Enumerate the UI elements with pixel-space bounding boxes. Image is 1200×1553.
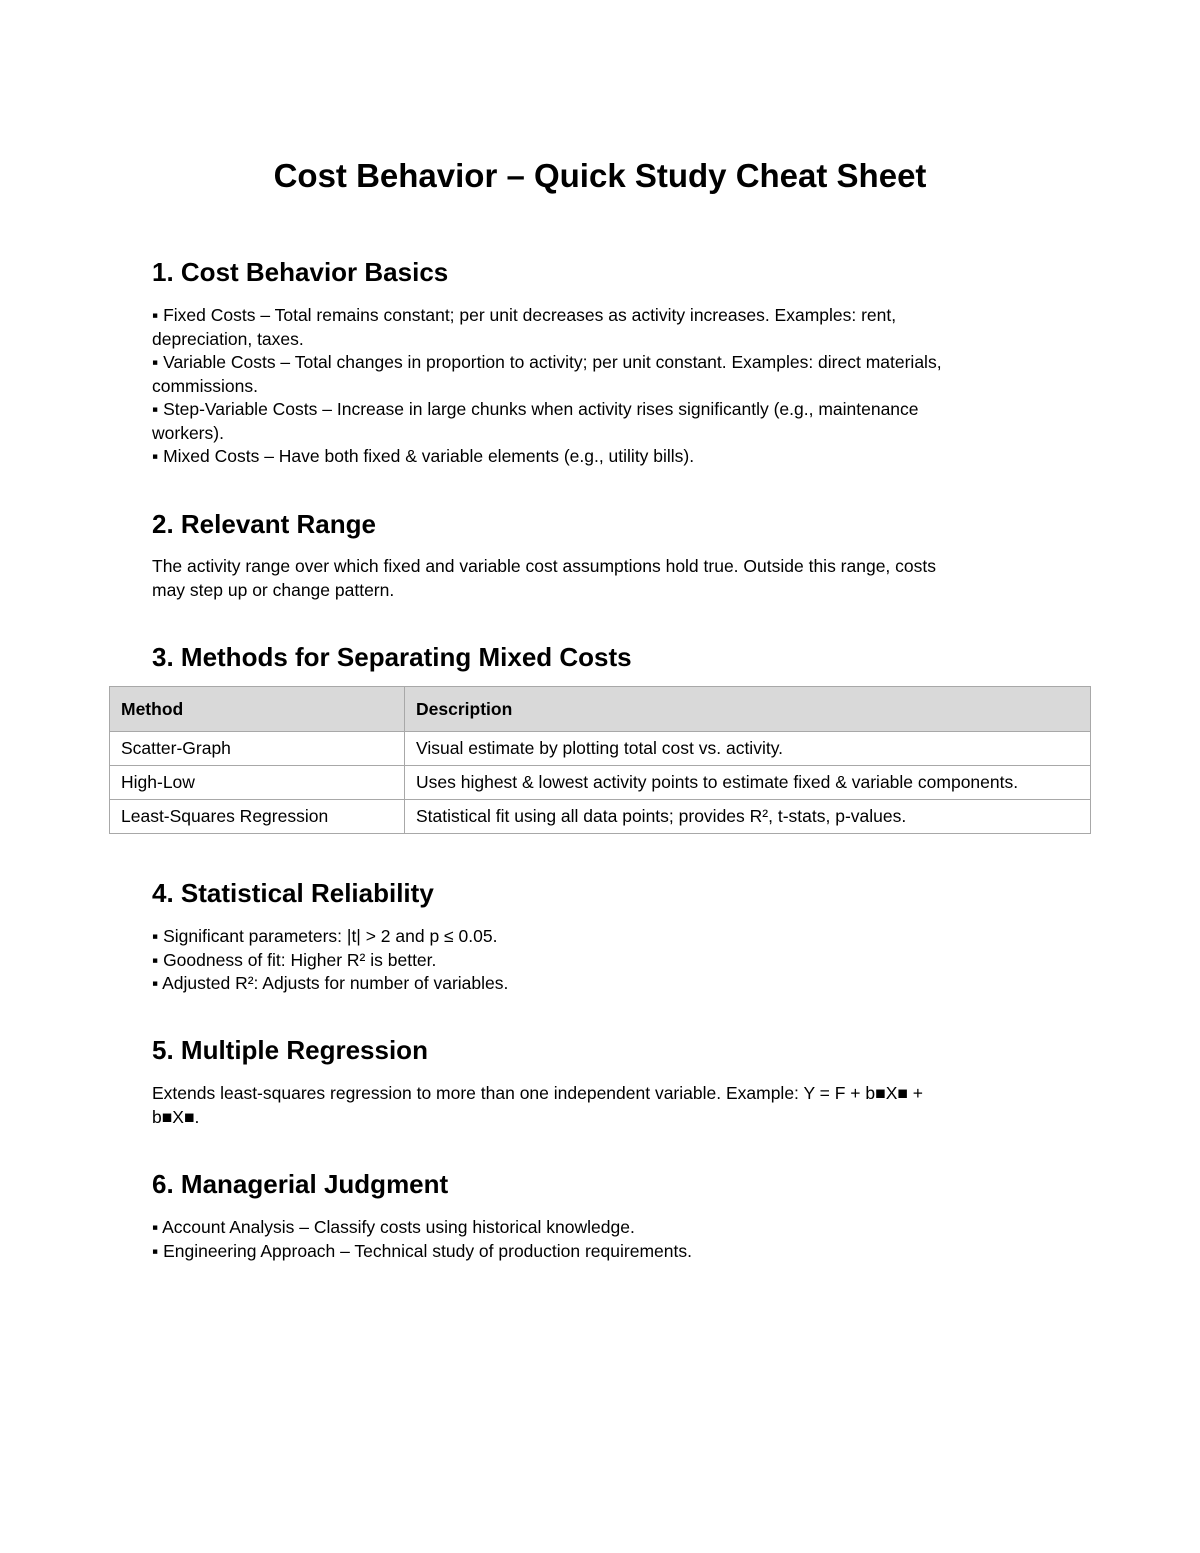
- table-row: [110, 766, 1091, 800]
- bullet-step-variable-costs: ▪ Step-Variable Costs – Increase in large chunks when activity rises significantly (e.g., maintenance: [152, 399, 919, 419]
- section-heading-cost-behavior-basics: 1. Cost Behavior Basics: [152, 257, 449, 287]
- relevant-range-text-line-2: may step up or change pattern.: [152, 579, 395, 600]
- table-cell-description: Uses highest & lowest activity points to estimate fixed & variable components.: [405, 766, 1091, 800]
- section-heading-multiple-regression: 5. Multiple Regression: [152, 1035, 428, 1065]
- bullet-goodness-of-fit: ▪ Goodness of fit: Higher R² is better.: [152, 949, 437, 970]
- table-row: [110, 800, 1091, 834]
- section-body-multiple-regression: [152, 1082, 1052, 1129]
- section-body-cost-behavior-basics: [152, 304, 1052, 469]
- multiple-regression-text-line-2: b■X■.: [152, 1106, 200, 1127]
- table-cell-method: Least-Squares Regression: [110, 800, 405, 834]
- section-heading-statistical-reliability: 4. Statistical Reliability: [152, 878, 434, 908]
- bullet-engineering-approach: ▪ Engineering Approach – Technical study of production requirements.: [152, 1240, 692, 1261]
- table-header-description: Description: [405, 687, 1091, 732]
- table-header-method: Method: [110, 687, 405, 732]
- page-title: Cost Behavior – Quick Study Cheat Sheet: [273, 157, 927, 194]
- table-cell-method: High-Low: [110, 766, 405, 800]
- section-body-managerial-judgment: [152, 1216, 1052, 1263]
- bullet-fixed-costs: ▪ Fixed Costs – Total remains constant; per unit decreases as activity increases. Examples: rent,: [152, 305, 897, 325]
- bullet-account-analysis: ▪ Account Analysis – Classify costs using historical knowledge.: [152, 1217, 635, 1237]
- multiple-regression-text-line-1: Extends least-squares regression to more than one independent variable. Example: Y = F + b■X■ +: [152, 1083, 924, 1103]
- methods-table: [109, 686, 1091, 834]
- table-cell-description: Statistical fit using all data points; provides R², t-stats, p-values.: [405, 800, 1091, 834]
- table-row: [110, 732, 1091, 766]
- section-body-relevant-range: [152, 555, 1052, 602]
- section-heading-methods: 3. Methods for Separating Mixed Costs: [152, 642, 632, 672]
- bullet-mixed-costs: ▪ Mixed Costs – Have both fixed & variable elements (e.g., utility bills).: [152, 446, 695, 466]
- bullet-variable-costs-cont: commissions.: [152, 375, 258, 396]
- section-heading-relevant-range: 2. Relevant Range: [152, 509, 376, 539]
- table-header-row: [110, 687, 1091, 732]
- bullet-significant-parameters: ▪ Significant parameters: |t| > 2 and p ≤ 0.05.: [152, 926, 498, 946]
- table-cell-method: Scatter-Graph: [110, 732, 405, 766]
- bullet-step-variable-costs-cont: workers).: [152, 422, 224, 443]
- section-body-statistical-reliability: [152, 925, 1052, 996]
- table-cell-description: Visual estimate by plotting total cost vs. activity.: [405, 732, 1091, 766]
- bullet-variable-costs: ▪ Variable Costs – Total changes in proportion to activity; per unit constant. Examples: direct materials,: [152, 352, 942, 372]
- relevant-range-text-line-1: The activity range over which fixed and variable cost assumptions hold true. Outside this range, costs: [152, 556, 937, 576]
- bullet-adjusted-r2: ▪ Adjusted R²: Adjusts for number of variables.: [152, 973, 509, 993]
- bullet-fixed-costs-cont: depreciation, taxes.: [152, 328, 304, 349]
- section-heading-managerial-judgment: 6. Managerial Judgment: [152, 1169, 449, 1199]
